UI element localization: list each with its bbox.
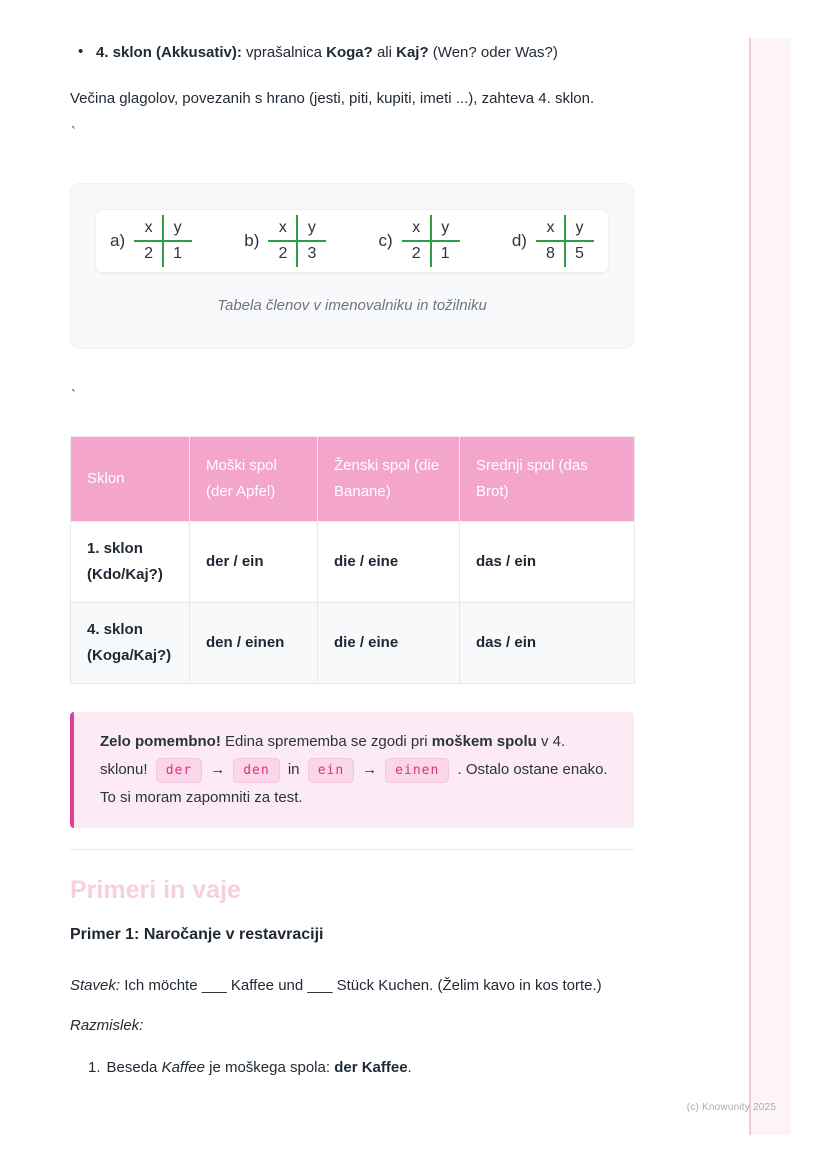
list-bold-der-kaffee: der Kaffee [334,1059,408,1076]
cross-label-a: a) [110,231,126,250]
cross-label-b: b) [244,231,260,250]
callout-text-in: in [283,761,304,778]
cross-d-br: 5 [575,245,584,262]
cross-grid-a [134,215,192,267]
cross-table-b [244,215,326,267]
list-text-3: . [407,1059,412,1076]
cross-b-tl: x [278,219,287,236]
stray-backtick-1: ` [70,126,78,141]
ordered-list-item [70,1057,634,1079]
list-text-2: je moškega spola: [204,1059,335,1076]
articles-table [70,436,635,684]
page-edge-highlight [751,38,791,1135]
cross-d-tr: y [575,219,584,236]
stavek-text: Ich möchte ___ Kaffee und ___ Stück Kuchen. (Želim kavo in kos torte.) [120,977,602,994]
stavek-label: Stavek: [70,977,121,994]
cross-c-tl: x [412,219,421,236]
arrow-right-icon: → [362,761,378,778]
list-number: 1. [88,1059,101,1076]
table-row [71,603,635,684]
cross-a-bl: 2 [144,245,154,262]
col-header-srednji: Srednji spol (das Brot) [460,437,635,522]
code-chip-der: der [156,758,202,783]
code-chip-den: den [233,758,279,783]
bullet-text-1: vprašalnica [241,44,327,61]
bullet-text-2: ali [372,44,397,61]
cross-c-br: 1 [440,245,450,262]
cross-d-tl: x [546,219,555,236]
document-content [70,0,634,1079]
table-row [71,522,635,603]
cross-a-br: 1 [173,245,183,262]
stray-backtick-2: ` [70,389,78,404]
col-header-sklon: Sklon [71,437,190,522]
list-text-1: Beseda [106,1059,162,1076]
figure-image-cross-tables [95,209,609,273]
callout-text-3: . Ostalo ostane enako. To si moram zapomniti za test. [100,761,608,806]
cell-4-zenski: die / eine [318,603,460,684]
callout-text-1: Edina sprememba se zgodi pri [220,733,432,750]
cross-grid-d [536,215,594,267]
cross-c-bl: 2 [411,245,421,262]
cell-1-zenski: die / eine [318,522,460,603]
arrow-right-icon: → [210,761,226,778]
cross-a-tl: x [144,219,153,236]
list-italic-kaffee: Kaffee [161,1059,205,1076]
callout-text-2: v 4. sklonu! [100,733,566,778]
col-header-zenski: Ženski spol (die Banane) [318,437,460,522]
callout-bold-intro: Zelo pomembno! [100,733,221,750]
page-edge-line [749,38,751,1135]
section-heading: Primeri in vaje [70,876,241,904]
cross-table-d [512,215,594,267]
cross-d-bl: 8 [546,245,555,262]
cross-table-a [110,215,192,267]
bullet-marker: • [78,43,84,60]
cell-1-moski: der / ein [190,522,318,603]
cell-4-moski: den / einen [190,603,318,684]
cross-b-bl: 2 [278,245,288,262]
bullet-text-3: (Wen? oder Was?) [428,44,558,61]
col-header-moski: Moški spol (der Apfel) [190,437,318,522]
bullet-bold-koga: Koga? [326,44,373,61]
razmislek-label: Razmislek: [70,1017,144,1034]
bullet-bold-case: 4. sklon (Akkusativ): [96,44,242,61]
figure-box [70,183,634,349]
cross-a-tr: y [173,219,182,236]
cell-4-srednji: das / ein [460,603,635,684]
cross-b-br: 3 [307,245,317,262]
cross-grid-c [402,215,460,267]
cross-table-c [379,215,460,267]
cross-b-tr: y [307,219,316,236]
copyright-watermark: (c) Knowunity 2025 [686,1102,776,1113]
row-label-1-sklon: 1. sklon (Kdo/Kaj?) [71,522,190,603]
section-divider [70,849,634,850]
code-chip-ein: ein [308,758,354,783]
code-chip-einen: einen [385,758,449,783]
important-callout [70,712,634,828]
cross-label-c: c) [378,231,393,250]
example-subheading: Primer 1: Naročanje v restavraciji [70,926,324,943]
cross-label-d: d) [511,231,527,250]
sentence-paragraph [70,971,634,1001]
row-label-4-sklon: 4. sklon (Koga/Kaj?) [71,603,190,684]
bullet-bold-kaj: Kaj? [396,44,429,61]
intro-paragraph: Večina glagolov, povezanih s hrano (jesti, piti, kupiti, imeti ...), zahteva 4. sklon. [70,90,595,107]
cross-grid-b [268,215,326,267]
callout-bold-moskem: moškem spolu [431,733,537,750]
bullet-item-akkusativ [70,42,634,64]
cross-c-tr: y [441,219,450,236]
cell-1-srednji: das / ein [460,522,635,603]
table-header-row [71,437,635,522]
figure-caption: Tabela členov v imenovalniku in tožilniku [217,297,487,314]
